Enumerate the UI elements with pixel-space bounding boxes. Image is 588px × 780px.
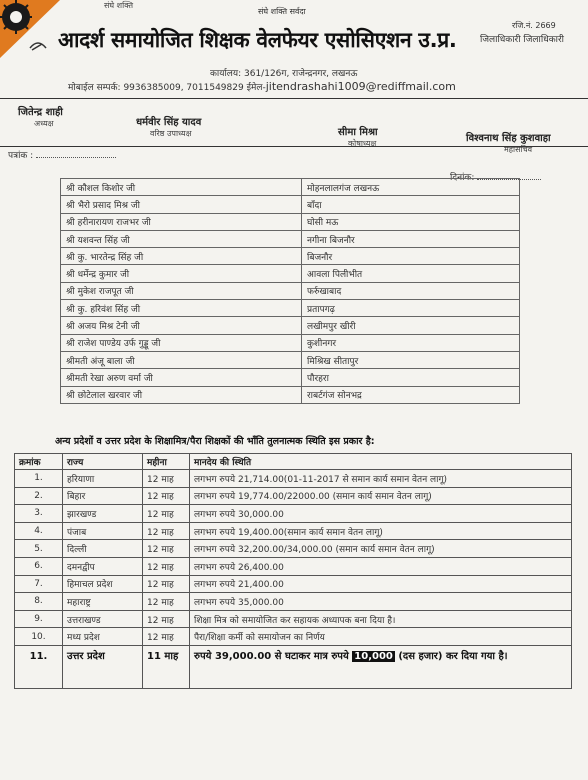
member-row — [61, 351, 520, 368]
cell-month: 12 माह — [143, 505, 190, 523]
comparison-row — [15, 610, 572, 628]
office-bearer-1 — [18, 104, 63, 129]
member-name: श्री कु. हरिवंश सिंह जी — [61, 300, 302, 317]
member-name: श्रीमती रेखा अरुण वर्मा जी — [61, 369, 302, 386]
cell-serial: 3. — [15, 505, 63, 523]
member-row — [61, 282, 520, 299]
association-title: आदर्श समायोजित शिक्षक वेलफेयर एसोसिएशन उ.प्र. — [58, 28, 457, 52]
member-place: नगीना बिजनौर — [302, 230, 520, 247]
cell-serial: 5. — [15, 540, 63, 558]
cell-status: पैरा/शिक्षा कर्मी को समायोजन का निर्णय — [190, 628, 572, 646]
cell-status: लगभग रुपये 26,400.00 — [190, 557, 572, 575]
district-label: जिलाधिकारी जिलाधिकारी — [480, 35, 564, 45]
member-name: श्री मुकेश राजपूत जी — [61, 282, 302, 299]
header-month: महीना — [143, 454, 190, 470]
email-label: ईमेल- — [246, 83, 266, 93]
member-place: लखीमपुर खीरी — [302, 317, 520, 334]
comparison-header-row — [15, 454, 572, 470]
member-name: श्री कौशल किशोर जी — [61, 179, 302, 196]
member-name: श्री राजेश पाण्डेय उर्फ गुड्डू जी — [61, 334, 302, 351]
cell-serial: 9. — [15, 610, 63, 628]
cell-month: 12 माह — [143, 593, 190, 611]
member-row — [61, 300, 520, 317]
member-place: कुशीनगर — [302, 334, 520, 351]
member-name: श्री हरीनारायण राजभर जी — [61, 213, 302, 230]
cell-month: 12 माह — [143, 540, 190, 558]
cell-serial: 8. — [15, 593, 63, 611]
header-state: राज्य — [63, 454, 143, 470]
status-before: रुपये 39,000.00 से घटाकर मात्र रुपये — [194, 650, 353, 662]
member-row — [61, 334, 520, 351]
office-bearer-role: कोषाध्यक्ष — [348, 139, 377, 148]
cell-status: लगभग रुपये 35,000.00 — [190, 593, 572, 611]
member-place: मोहनलालगंज लखनऊ — [302, 179, 520, 196]
member-place: राबर्टगंज सोनभद्र — [302, 386, 520, 403]
cell-state: दिल्ली — [63, 540, 143, 558]
cell-state: उत्तराखण्ड — [63, 610, 143, 628]
reference-label: पत्रांक : — [8, 151, 34, 161]
member-row — [61, 386, 520, 403]
cell-serial: 4. — [15, 522, 63, 540]
office-bearer-2 — [136, 114, 201, 139]
motto-top: संघे शक्ति — [104, 1, 134, 10]
member-name: श्री भैरो प्रसाद मिश्र जी — [61, 196, 302, 213]
comparison-row — [15, 470, 572, 488]
member-name: श्री कु. भारतेन्द्र सिंह जी — [61, 248, 302, 265]
comparison-row-up — [15, 645, 572, 688]
member-name: श्री यशवन्त सिंह जी — [61, 230, 302, 247]
comparison-row — [15, 593, 572, 611]
cell-status: लगभग रुपये 30,000.00 — [190, 505, 572, 523]
member-row — [61, 196, 520, 213]
comparison-intro: अन्य प्रदेशों व उत्तर प्रदेश के शिक्षामित्र/पैरा शिक्षकों की भाँति तुलनात्मक स्थिति इस प्रकार है: — [55, 436, 375, 447]
member-row — [61, 369, 520, 386]
office-bearer-name: धर्मवीर सिंह यादव — [136, 117, 202, 128]
reference-blank — [36, 157, 116, 158]
office-bearer-role: अध्यक्ष — [34, 119, 54, 128]
cell-serial: 10. — [15, 628, 63, 646]
registration-number: रजि.नं. 2669 — [512, 21, 556, 30]
members-table — [60, 178, 520, 404]
office-address: कार्यालय: 361/126ग, राजेन्द्रनगर, लखनऊ — [210, 69, 358, 79]
cell-state: उत्तर प्रदेश — [63, 645, 143, 688]
member-row — [61, 265, 520, 282]
cell-state: महाराष्ट्र — [63, 593, 143, 611]
date-label: दिनांक: — [450, 173, 475, 183]
comparison-row — [15, 505, 572, 523]
cell-month: 12 माह — [143, 575, 190, 593]
comparison-table — [14, 453, 572, 689]
cell-month: 12 माह — [143, 628, 190, 646]
comparison-row — [15, 557, 572, 575]
cell-state: हिमाचल प्रदेश — [63, 575, 143, 593]
office-bearer-role: वरिष्ठ उपाध्यक्ष — [150, 129, 192, 138]
mobile-numbers: 9936385009, 7011549829 — [123, 83, 244, 93]
status-highlight: 10,000 — [354, 650, 393, 662]
member-name: श्री अजय मिश्र टेनी जी — [61, 317, 302, 334]
office-bearer-name: जितेन्द्र शाही — [18, 107, 63, 118]
member-place: बाँदा — [302, 196, 520, 213]
cell-serial: 1. — [15, 470, 63, 488]
office-bearer-role: महासचिव — [504, 145, 533, 154]
member-place: मिश्रिख सीतापुर — [302, 351, 520, 368]
cell-status — [190, 645, 572, 688]
cell-month: 12 माह — [143, 610, 190, 628]
cell-state: मध्य प्रदेश — [63, 628, 143, 646]
member-row — [61, 248, 520, 265]
cell-state: बिहार — [63, 487, 143, 505]
member-name: श्रीमती अंजू बाला जी — [61, 351, 302, 368]
comparison-row — [15, 540, 572, 558]
office-bearer-4 — [466, 130, 551, 155]
member-name: श्री धर्मेन्द्र कुमार जी — [61, 265, 302, 282]
header-serial: क्रमांक — [15, 454, 63, 470]
email-address: jitendrashahi1009@rediffmail.com — [265, 80, 456, 93]
member-row — [61, 230, 520, 247]
comparison-row — [15, 522, 572, 540]
member-place: फर्रुखाबाद — [302, 282, 520, 299]
cell-status: लगभग रुपये 19,774.00/22000.00 (समान कार्य समान वेतन लागू) — [190, 487, 572, 505]
member-row — [61, 213, 520, 230]
header-divider — [0, 98, 588, 99]
member-place: बिजनौर — [302, 248, 520, 265]
member-name: श्री छोटेलाल खरवार जी — [61, 386, 302, 403]
comparison-row — [15, 575, 572, 593]
comparison-row — [15, 628, 572, 646]
member-place: प्रतापगढ़ — [302, 300, 520, 317]
cell-status: शिक्षा मित्र को समायोजित कर सहायक अध्यापक बना दिया है। — [190, 610, 572, 628]
motto: संघे शक्ति सर्वदा — [258, 7, 306, 16]
mobile-label: मोबाईल सम्पर्क: — [68, 83, 121, 93]
reference-number-field — [8, 148, 116, 161]
office-bearer-name: विश्वनाथ सिंह कुशवाहा — [466, 133, 551, 144]
cell-status: लगभग रुपये 19,400.00(समान कार्य समान वेतन लागू) — [190, 522, 572, 540]
office-bearer-name: सीमा मिश्रा — [338, 127, 378, 138]
cell-state: दमनद्वीप — [63, 557, 143, 575]
cell-serial: 11. — [15, 645, 63, 688]
cell-serial: 2. — [15, 487, 63, 505]
cell-state: पंजाब — [63, 522, 143, 540]
contact-line — [68, 80, 456, 93]
cell-serial: 7. — [15, 575, 63, 593]
cell-state: हरियाणा — [63, 470, 143, 488]
cell-state: झारखण्ड — [63, 505, 143, 523]
member-place: पौरहरा — [302, 369, 520, 386]
cell-month: 12 माह — [143, 487, 190, 505]
cell-status: लगभग रुपये 21,400.00 — [190, 575, 572, 593]
member-place: घोसी मऊ — [302, 213, 520, 230]
header-status: मानदेय की स्थिति — [190, 454, 572, 470]
member-row — [61, 317, 520, 334]
bearer-divider — [0, 146, 588, 147]
cell-month: 12 माह — [143, 557, 190, 575]
status-after: (दस हजार) कर दिया गया है। — [394, 650, 508, 662]
cell-month: 12 माह — [143, 522, 190, 540]
cell-status: लगभग रुपये 21,714.00(01-11-2017 से समान कार्य समान वेतन लागू) — [190, 470, 572, 488]
comparison-row — [15, 487, 572, 505]
cell-month: 12 माह — [143, 470, 190, 488]
cell-status: लगभग रुपये 32,200.00/34,000.00 (समान कार्य समान वेतन लागू) — [190, 540, 572, 558]
member-row — [61, 179, 520, 196]
cell-month: 11 माह — [143, 645, 190, 688]
member-place: आवला पिलीभीत — [302, 265, 520, 282]
cell-serial: 6. — [15, 557, 63, 575]
